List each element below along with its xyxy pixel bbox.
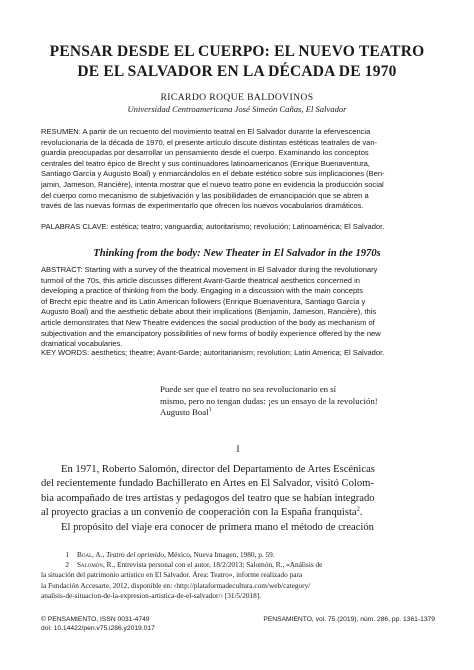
- epigraph-line-1: Puede ser que el teatro no sea revolucionario en sí: [160, 384, 337, 394]
- footer-copyright: © PENSAMIENTO, ISSN 0031-4749: [41, 616, 150, 623]
- footnote-author: Boal, A.,: [77, 550, 105, 559]
- author-name: RICARDO ROQUE BALDOVINOS: [160, 92, 314, 103]
- footnote-number: 1: [65, 550, 69, 559]
- footnote-rest: , México, Nueva Imagen, 1980, p. 59.: [163, 550, 275, 559]
- body-line-with-ref: [41, 506, 435, 520]
- body-line: En 1971, Roberto Salomón, director del Departamento de Artes Escénicas: [61, 464, 375, 475]
- body-line-end: .: [359, 507, 363, 519]
- abstract-paragraph: [41, 265, 435, 350]
- body-line: bia acompañado de tres artistas y pedagogos del teatro que se habían integrado: [41, 492, 375, 504]
- resumen-line: revolucionaria de la década de 1970, el presente artículo discute distintas estéticas teatrales de van-: [41, 137, 378, 147]
- key-words: KEY WORDS: aesthetics; theatre; Avant-Garde; autoritarianism; revolution; Latin America; El Salvador.: [41, 348, 385, 357]
- resumen-line: Santiago García y Augusto Boal) y enmarcándolos en el debate estético sobre sus implicaciones (Ben-: [41, 169, 385, 179]
- abstract-line: of Brecht epic theatre and its Latin American followers (Enrique Buenaventura, Santiago García y: [41, 296, 366, 306]
- footnote-work-title: Teatro del oprimido: [106, 550, 164, 559]
- footer-doi[interactable]: doi: 10.14422/pen.v75.i286.y2019.017: [41, 624, 155, 632]
- footer-left: [41, 616, 155, 634]
- epigraph-line-2: mismo, pero no tengan dudas: ¡es un ensayo de la revolución!: [160, 395, 378, 406]
- footer-journal-info: PENSAMIENTO, vol. 75 (2019), núm. 286, pp. 1361-1379: [263, 616, 435, 623]
- abstract-line: turmoil of the 70s, this article discusses different Avant-Garde theatrical aesthetics concerned in: [41, 275, 360, 285]
- footnote-2-line[interactable]: la Fundación Accesarte, 2012, disponible en: ‹http://plataformadecultura.com/web/category/: [41, 580, 311, 590]
- epigraph-attribution: Augusto Boal: [160, 407, 209, 418]
- article-title-line-2: DE EL SALVADOR EN LA DÉCADA DE 1970: [77, 63, 397, 80]
- resumen-paragraph: [41, 127, 435, 212]
- resumen-line: del cuerpo como mecanismo de subjetivación y las posibilidades de emancipación que se abren a: [41, 190, 369, 200]
- footnote-2: [41, 560, 435, 570]
- body-line: del recientemente fundado Bachillerato en Artes en El Salvador, visitó Colom-: [41, 478, 374, 490]
- body-line: al proyecto gracias a un convenio de cooperación con la España franquista: [41, 507, 357, 519]
- english-title: Thinking from the body: New Theater in El Salvador in the 1970s: [93, 248, 381, 259]
- body-text: [41, 463, 435, 535]
- footnote-rest: Entrevista personal con el autor, 18/2/2013; Salomón, R., «Análisis de: [115, 560, 323, 570]
- epigraph-attribution-row: [160, 407, 440, 419]
- resumen-line: través de las nuevas formas de experimentarlo que ofrecen los nuevos vocabularios dramáticos.: [41, 201, 364, 211]
- abstract-line: dramatical vocabularies.: [41, 339, 123, 349]
- abstract-line: article demonstrates that New Theatre evidences the social production of the body as mechanism of: [41, 317, 375, 327]
- resumen-line: jamin, Jameson, Rancière), intenta mostrar que el nuevo teatro pone en evidencia la producción social: [41, 179, 384, 189]
- footnote-2-line: la situación del patrimonio artístico en El Salvador. Área: Teatro», informe realizado para: [41, 570, 303, 580]
- abstract-line: subjectivation and the emancipatory possibilities of new forms of bodily experience offered by the new: [41, 328, 381, 338]
- section-number: I: [236, 445, 240, 455]
- resumen-line: centrales del teatro épico de Brecht y sus continuadores latinoamericanos (Enrique Buenaventura,: [41, 158, 370, 168]
- footnote-number: 2: [65, 560, 69, 570]
- footnote-2-line[interactable]: analisis-de-situacion-de-la-expresion-artistica-de-el-salvador/› [31/5/2018].: [41, 590, 262, 600]
- resumen-line: RESUMEN: A partir de un recuento del movimiento teatral en El Salvador durante la efervescencia: [41, 127, 371, 136]
- footnote-1: [41, 550, 435, 560]
- abstract-line: Augusto Boal) and the aesthetic debate about their implications (Benjamin, Jameson, Rancière), this: [41, 307, 377, 317]
- footnote-author: Salomón, R.,: [77, 560, 116, 570]
- footnotes: [41, 550, 435, 601]
- abstract-line: ABSTRACT: Starting with a survey of the theatrical movement in El Salvador during the revolutionary: [41, 265, 378, 274]
- palabras-clave: PALABRAS CLAVE: estética; teatro; vanguardia; autoritarismo; revolución; Latinoamérica; El Salvador.: [41, 222, 385, 231]
- epigraph: [160, 384, 440, 419]
- abstract-line: developing a practice of thinking from the body. Engaging in a discussion with the main concepts: [41, 286, 364, 296]
- footnote-ref-1[interactable]: 1: [208, 407, 212, 414]
- body-line: El propósito del viaje era conocer de primera mano el método de creación: [61, 521, 374, 533]
- author-affiliation: Universidad Centroamericana José Simeón Cañas, El Salvador: [127, 104, 347, 114]
- footnote-ref-2[interactable]: 2: [356, 505, 360, 513]
- article-title-line-1: PENSAR DESDE EL CUERPO: EL NUEVO TEATRO: [49, 43, 425, 60]
- resumen-line: guardia preocupadas por desarrollar un pensamiento desde el cuerpo. Examinando los conceptos: [41, 148, 369, 158]
